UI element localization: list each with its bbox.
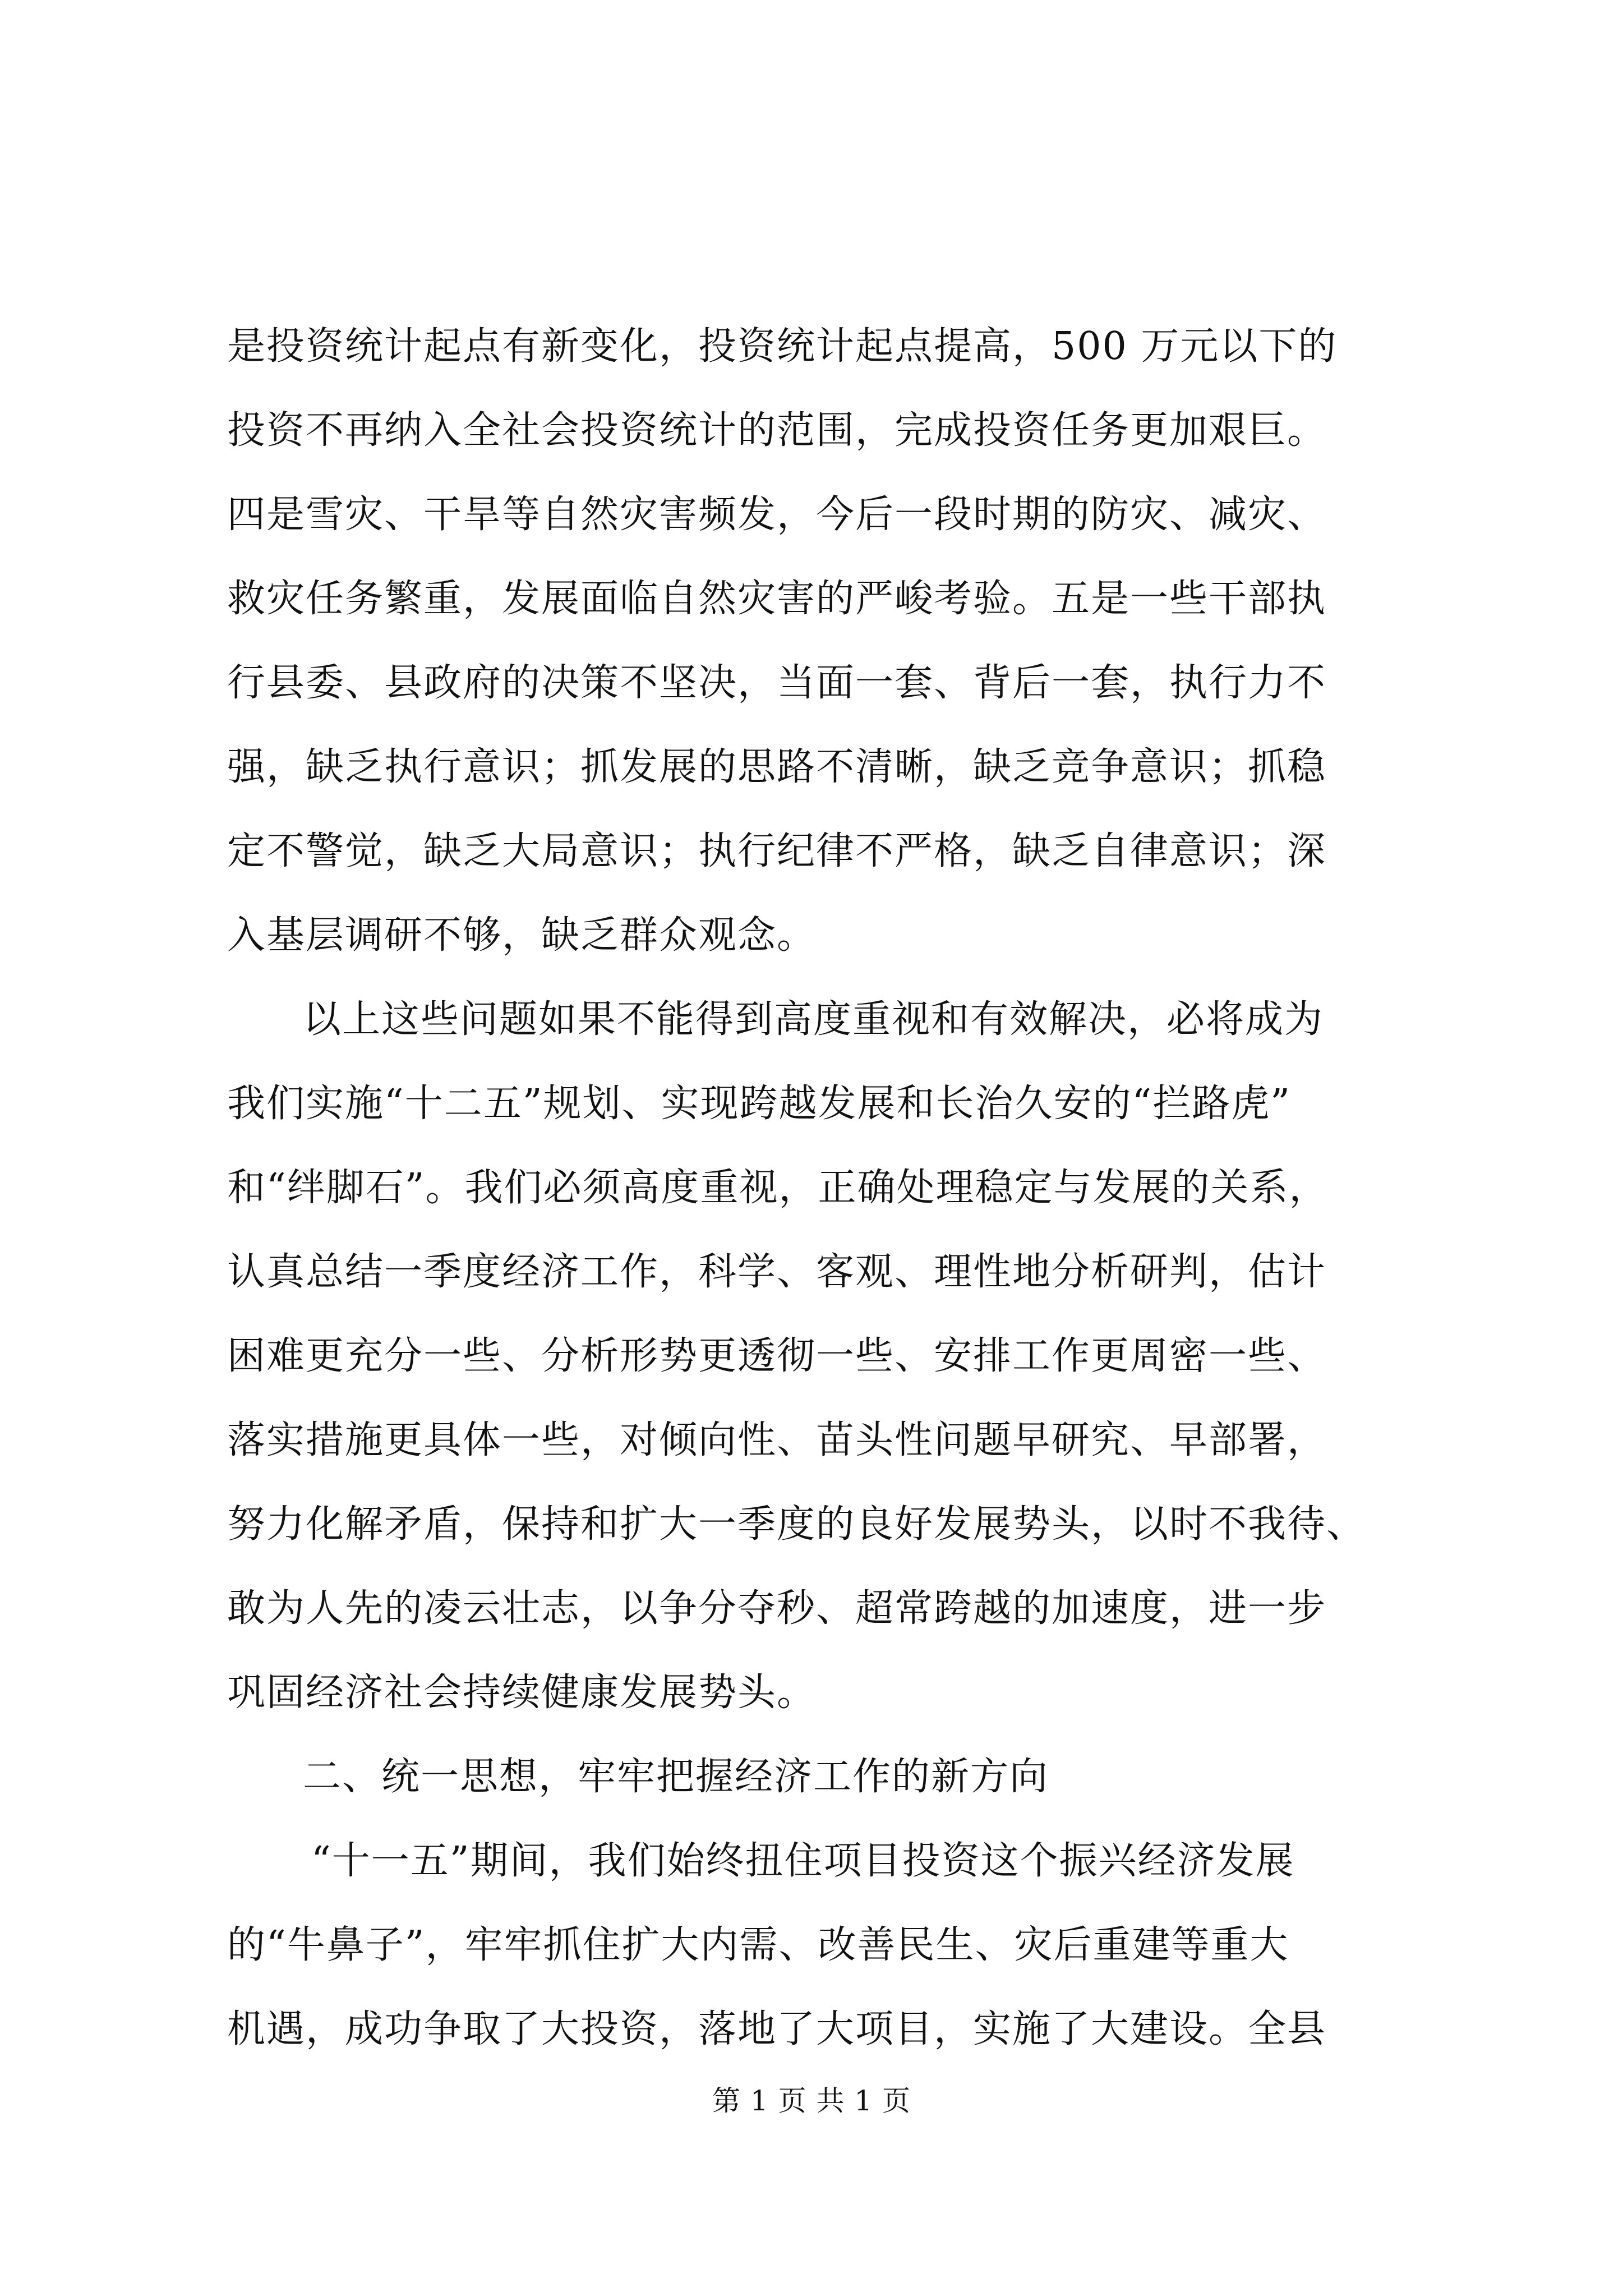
- text-line: 机遇，成功争取了大投资，落地了大项目，实施了大建设。全县: [227, 2007, 1327, 2051]
- text-line: 落实措施更具体一些，对倾向性、苗头性问题早研究、早部署，: [227, 1418, 1327, 1462]
- text-line: 的“牛鼻子”，牢牢抓住扩大内需、改善民生、灾后重建等重大: [227, 1923, 1289, 1967]
- page-number-footer: 第 1 页 共 1 页: [712, 2085, 911, 2117]
- text-line: 四是雪灾、干旱等自然灾害频发，今后一段时期的防灾、减灾、: [227, 493, 1327, 537]
- text-line: 是投资统计起点有新变化，投资统计起点提高，500 万元以下的: [227, 324, 1338, 369]
- text-line: 认真总结一季度经济工作，科学、客观、理性地分析研判，估计: [227, 1250, 1327, 1294]
- section-heading: 二、统一思想，牢牢把握经济工作的新方向: [303, 1755, 1049, 1799]
- text-line: 投资不再纳入全社会投资统计的范围，完成投资任务更加艰巨。: [227, 408, 1327, 453]
- text-line: 努力化解矛盾，保持和扩大一季度的良好发展势头，以时不我待、: [227, 1502, 1366, 1547]
- text-line: 巩固经济社会持续健康发展势头。: [227, 1671, 817, 1715]
- text-line: 入基层调研不够，缺乏群众观念。: [227, 913, 817, 958]
- text-line: 我们实施“十二五”规划、实现跨越发展和长治久安的“拦路虎”: [227, 1082, 1292, 1126]
- text-line: 和“绊脚石”。我们必须高度重视，正确处理稳定与发展的关系，: [227, 1166, 1329, 1210]
- text-line: 救灾任务繁重，发展面临自然灾害的严峻考验。五是一些干部执: [227, 577, 1327, 621]
- paragraph-first-line: “十一五”期间，我们始终扭住项目投资这个振兴经济发展: [311, 1839, 1295, 1883]
- text-line: 敢为人先的凌云壮志，以争分夺秒、超常跨越的加速度，进一步: [227, 1586, 1327, 1631]
- text-line: 强，缺乏执行意识；抓发展的思路不清晰，缺乏竞争意识；抓稳: [227, 745, 1327, 789]
- paragraph-first-line: 以上这些问题如果不能得到高度重视和有效解决，必将成为: [303, 997, 1324, 1042]
- text-line: 行县委、县政府的决策不坚决，当面一套、背后一套，执行力不: [227, 661, 1327, 705]
- text-line: 困难更充分一些、分析形势更透彻一些、安排工作更周密一些、: [227, 1334, 1327, 1378]
- text-line: 定不警觉，缺乏大局意识；执行纪律不严格，缺乏自律意识；深: [227, 829, 1327, 873]
